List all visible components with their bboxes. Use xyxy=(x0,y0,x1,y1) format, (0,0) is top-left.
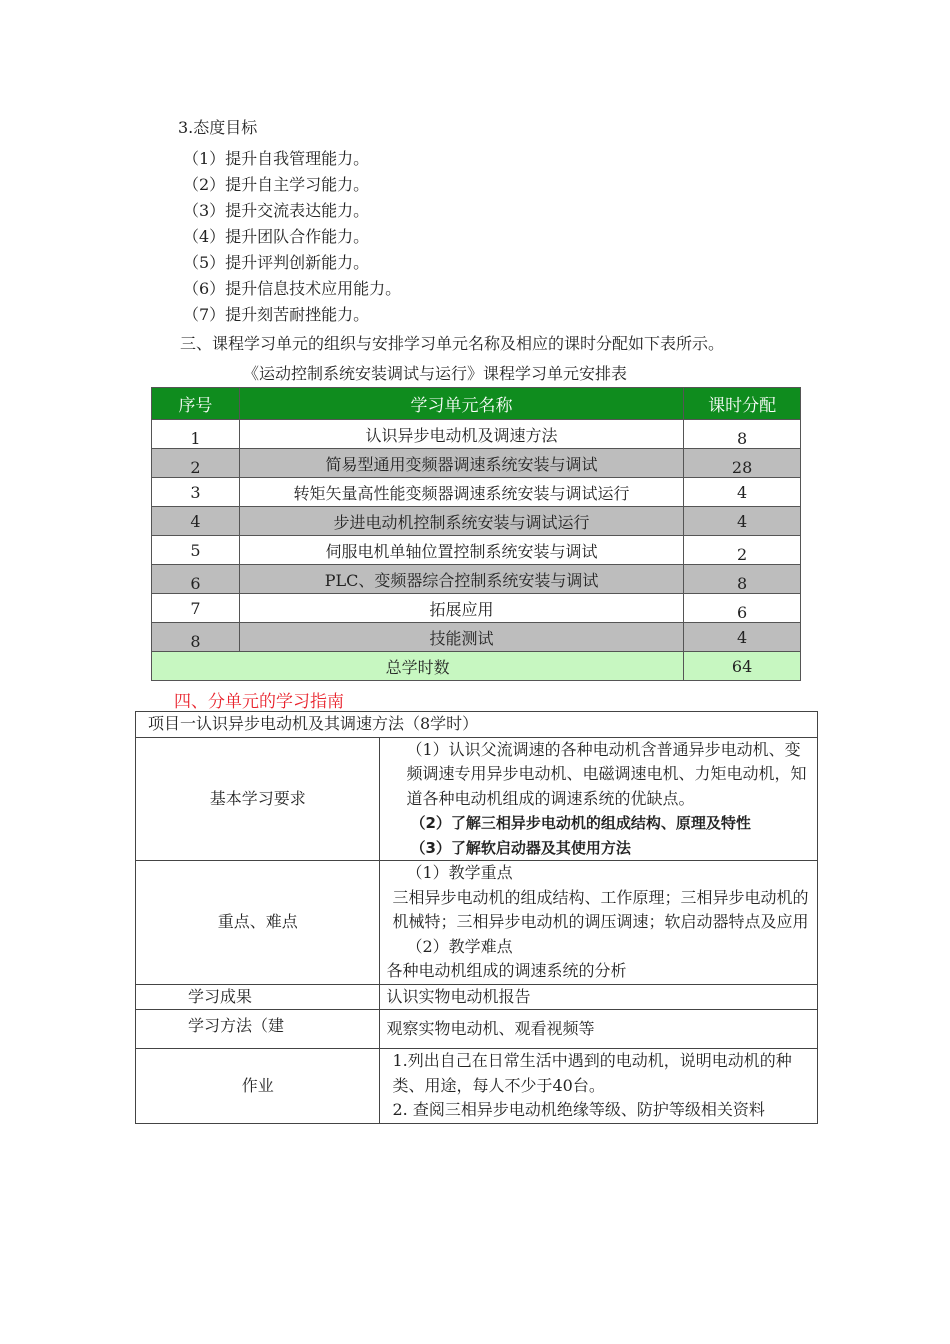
table-header-row xyxy=(152,388,801,420)
row-unit-name: PLC、变频器综合控制系统安装与调试 xyxy=(239,565,683,594)
table-total-row xyxy=(152,652,801,681)
row-unit-name: 认识异步电动机及调速方法 xyxy=(239,420,683,449)
table-row xyxy=(152,594,801,623)
row-index: 1 xyxy=(152,420,240,449)
guide-row-key-points xyxy=(136,861,818,985)
key-point-title: （1）教学重点 xyxy=(406,863,513,882)
homework-content xyxy=(380,1049,818,1124)
key-points-label: 重点、难点 xyxy=(136,861,380,985)
basic-item: （1）认识父流调速的各种电动机含普通异步电动机、变频调速专用异步电动机、电磁调速电机、力矩电动机，知道各种电动机组成的调速系统的优缺点。 xyxy=(406,739,807,808)
row-unit-name: 伺服电机单轴位置控制系统安装与调试 xyxy=(239,536,683,565)
learning-method-label: 学习方法（建 xyxy=(136,1010,380,1049)
homework-label: 作业 xyxy=(136,1049,380,1124)
goal-item: （3）提升交流表达能力。 xyxy=(183,201,370,220)
header-hours: 课时分配 xyxy=(684,388,801,420)
table-row xyxy=(152,623,801,652)
table-row xyxy=(152,420,801,449)
row-unit-name: 步进电动机控制系统安装与调试运行 xyxy=(239,507,683,536)
section-4-title: 四、分单元的学习指南 xyxy=(174,692,344,712)
header-index: 序号 xyxy=(152,388,240,420)
table-caption: 《运动控制系统安装调试与运行》课程学习单元安排表 xyxy=(243,364,628,383)
table-row xyxy=(152,449,801,478)
key-point-text: 三相异步电动机的组成结构、工作原理；三相异步电动机的机械特；三相异步电动机的调压调速；软启动器特点及应用 xyxy=(392,887,809,931)
guide-title-row xyxy=(136,712,818,738)
key-point-text: 各种电动机组成的调速系统的分析 xyxy=(386,961,627,980)
row-index: 3 xyxy=(152,478,240,507)
unit-guide-table xyxy=(135,711,818,1124)
row-index: 7 xyxy=(152,594,240,623)
homework-item: 2. 查阅三相异步电动机绝缘等级、防护等级相关资料 xyxy=(392,1100,765,1119)
row-hours: 6 xyxy=(684,594,801,623)
row-unit-name: 简易型通用变频器调速系统安装与调试 xyxy=(239,449,683,478)
row-hours: 4 xyxy=(684,507,801,536)
goal-item: （4）提升团队合作能力。 xyxy=(183,227,370,246)
total-label: 总学时数 xyxy=(152,652,684,681)
row-unit-name: 拓展应用 xyxy=(239,594,683,623)
total-value: 64 xyxy=(684,652,801,681)
section-3-paragraph: 三、课程学习单元的组织与安排学习单元名称及相应的课时分配如下表所示。 xyxy=(180,334,725,353)
goal-item: （1）提升自我管理能力。 xyxy=(183,149,370,168)
row-hours: 28 xyxy=(684,449,801,478)
goal-item: （6）提升信息技术应用能力。 xyxy=(183,279,402,298)
guide-row-homework xyxy=(136,1049,818,1124)
guide-row-method xyxy=(136,1010,818,1049)
basic-item: （3）了解软启动器及其使用方法 xyxy=(410,838,631,857)
goal-item: （2）提升自主学习能力。 xyxy=(183,175,370,194)
row-index: 8 xyxy=(152,623,240,652)
row-index: 2 xyxy=(152,449,240,478)
table-row xyxy=(152,507,801,536)
key-points-content xyxy=(380,861,818,985)
table-row xyxy=(152,478,801,507)
basic-item: （2）了解三相异步电动机的组成结构、原理及特性 xyxy=(410,814,751,832)
row-unit-name: 转矩矢量高性能变频器调速系统安装与调试运行 xyxy=(239,478,683,507)
homework-item: 1.列出自己在日常生活中遇到的电动机，说明电动机的种类、用途，每人不少于40台。 xyxy=(392,1051,792,1095)
schedule-table xyxy=(151,387,801,681)
row-unit-name: 技能测试 xyxy=(239,623,683,652)
basic-requirements-content xyxy=(380,737,818,861)
header-unit-name: 学习单元名称 xyxy=(239,388,683,420)
row-index: 6 xyxy=(152,565,240,594)
table-row xyxy=(152,565,801,594)
project-title: 项目一认识异步电动机及其调速方法（8学时） xyxy=(136,712,818,738)
goal-item: （5）提升评判创新能力。 xyxy=(183,253,370,272)
row-hours: 8 xyxy=(684,420,801,449)
row-hours: 8 xyxy=(684,565,801,594)
learning-method-content: 观察实物电动机、观看视频等 xyxy=(380,1010,818,1049)
basic-requirements-label: 基本学习要求 xyxy=(136,737,380,861)
key-point-title: （2）教学难点 xyxy=(406,936,513,956)
row-hours: 2 xyxy=(684,536,801,565)
row-hours: 4 xyxy=(684,623,801,652)
learning-results-label: 学习成果 xyxy=(136,984,380,1010)
guide-row-basic xyxy=(136,737,818,861)
guide-row-results xyxy=(136,984,818,1010)
attitude-goals-heading: 3.态度目标 xyxy=(178,118,258,137)
learning-results-content: 认识实物电动机报告 xyxy=(380,984,818,1010)
row-index: 4 xyxy=(152,507,240,536)
row-index: 5 xyxy=(152,536,240,565)
goal-item: （7）提升刻苦耐挫能力。 xyxy=(183,305,370,324)
row-hours: 4 xyxy=(684,478,801,507)
table-row xyxy=(152,536,801,565)
